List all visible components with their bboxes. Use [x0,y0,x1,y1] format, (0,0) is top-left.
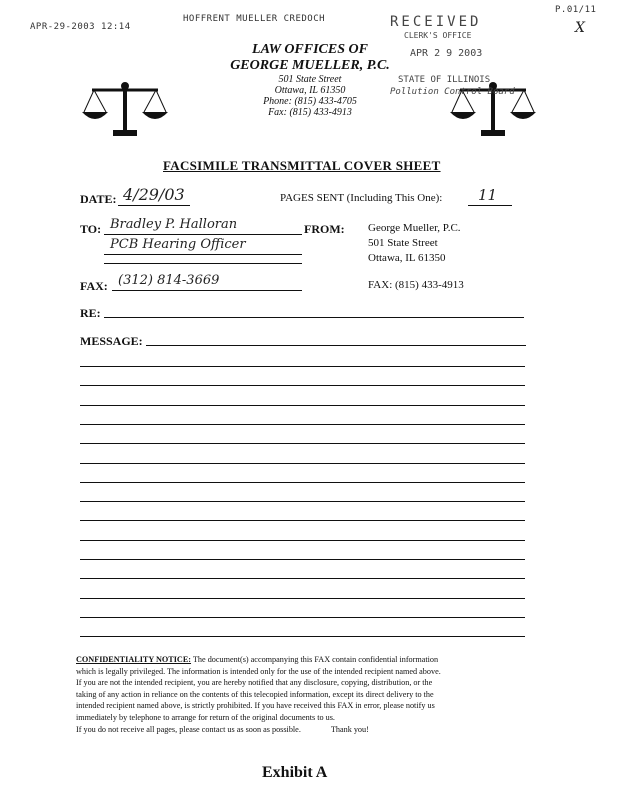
scales-of-justice-logo-left [80,80,170,140]
confidentiality-line5: intended recipient named above, is strictly prohibited. If you have received this FAX in error, please notify us [76,701,435,711]
from-line1: George Mueller, P.C. [368,222,461,234]
firm-fax: Fax: (815) 433-4913 [268,107,352,118]
firm-name-line1: LAW OFFICES OF [252,42,368,57]
message-rule-line [80,598,525,599]
firm-name-line2: GEORGE MUELLER, P.C. [230,58,390,73]
confidentiality-notice [76,654,546,735]
message-rule-line [80,540,525,541]
form-title: FACSIMILE TRANSMITTAL COVER SHEET [163,158,441,173]
confidentiality-line2: which is legally privileged. The information is intended only for the use of the intended recipient named above. [76,666,441,676]
confidentiality-line7: If you do not receive all pages, please contact us as soon as possible. [76,724,301,734]
message-rule-line [80,424,525,425]
received-stamp-date: APR 2 9 2003 [410,48,483,59]
fax-label: FAX: [80,279,108,293]
to-label: TO: [80,222,102,236]
message-rule-line [80,385,525,386]
from-line3: Ottawa, IL 61350 [368,252,446,264]
exhibit-label: Exhibit A [262,764,328,781]
from-fax: FAX: (815) 433-4913 [368,279,464,291]
confidentiality-thanks: Thank you! [330,724,369,734]
received-stamp-state: STATE OF ILLINOIS [398,75,491,85]
from-label: FROM: [304,222,345,236]
letterhead [200,42,420,118]
confidentiality-line6: immediately by telephone to arrange for return of the original documents to us. [76,712,335,722]
confidentiality-line3: If you are not the intended recipient, you are hereby notified that any disclosure, copying, distribution, or the [76,678,433,688]
confidentiality-heading: CONFIDENTIALITY NOTICE: [76,655,192,664]
message-rule-line [80,578,525,579]
message-rule-line [80,520,525,521]
pages-label: PAGES SENT (Including This One): [280,192,443,204]
message-rule-line [80,482,525,483]
received-stamp-title: RECEIVED [390,14,482,30]
to-name: Bradley P. Halloran [110,217,238,232]
message-rule-line [80,559,525,560]
message-label: MESSAGE: [80,334,143,348]
fax-sender-line: HOFFRENT MUELLER CREDOCH [183,14,326,24]
message-rule-line [80,366,525,367]
message-rule-line [80,443,525,444]
firm-street: 501 State Street [278,74,342,85]
received-stamp-board: Pollution Control Board [390,87,515,97]
from-line2: 501 State Street [368,237,438,249]
confidentiality-line4: taking of any action in reliance on the contents of this telecopied information, except its direct delivery to the [76,689,434,699]
message-rule-line [80,636,525,637]
received-stamp-office: CLERK'S OFFICE [404,31,472,40]
date-value: 4/29/03 [123,185,185,204]
fax-value: (312) 814-3669 [118,273,220,288]
fax-datetime: APR-29-2003 12:14 [30,22,131,32]
pages-value: 11 [478,186,498,204]
re-label: RE: [80,306,101,320]
firm-city: Ottawa, IL 61350 [274,85,346,96]
confidentiality-line1: The document(s) accompanying this FAX contain confidential information [191,655,439,664]
corner-mark: X [575,20,585,36]
date-label: DATE: [80,192,117,206]
message-rule-line [80,617,525,618]
firm-phone: Phone: (815) 433-4705 [263,96,357,107]
to-title: PCB Hearing Officer [110,237,246,252]
message-rule-line [80,463,525,464]
message-rule-line [80,405,525,406]
fax-page-number: P.01/11 [555,5,597,15]
message-rule-line [80,501,525,502]
